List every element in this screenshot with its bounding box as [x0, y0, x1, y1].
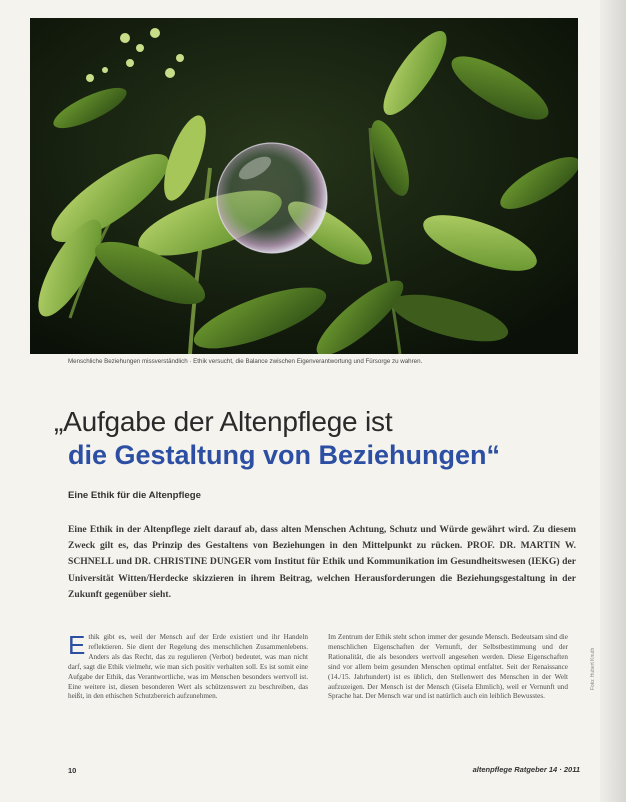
article-title-line-1: „Aufgabe der Altenpflege ist	[54, 406, 393, 437]
drop-cap: E	[68, 633, 86, 660]
article-subtitle: Eine Ethik für die Altenpflege	[68, 490, 201, 501]
article-lead: Eine Ethik in der Altenpflege zielt darauf ab, dass alten Menschen Achtung, Schutz und Würde gewährt wird. Zu diesem Zweck gilt es, das Prinzip des Gestaltens von Beziehungen in den Mittelpunkt zu rücken. PROF. DR. MARTIN W. SCHNELL und DR. CHRISTINE DUNGER vom Institut für Ethik und Kommunikation im Gesundheitswesen (IEKG) der Universität Witten/Herdecke skizzieren in ihrem Beitrag, welchen Herausforderungen die Beziehungsgestaltung in der Zukunft gegenüber sieht.	[68, 524, 576, 600]
page-number: 10	[68, 766, 77, 775]
page-edge-shadow	[600, 0, 626, 802]
body-text-left: thik gibt es, weil der Mensch auf der Erde existiert und ihr Handeln reflektieren. Sie dient der Regelung des menschlichen Zusammenlebens. Anders als das Recht, das zu regulieren (Verbot) bedeutet, was man nicht darf, sagt die Ethik vielmehr, wie man sich positiv verhalten soll. Es ist somit eine Aufgabe der Ethik, das Verantwortliche, was im Menschen besonders wertvoll ist. Eine weitere ist, diesen besonderen Wert als schützenswert zu beschreiben, das heißt, in den ethischen Schutzbereich aufzunehmen.	[68, 633, 308, 701]
photo-credit: Foto: Hubert Knuth	[590, 647, 596, 690]
journal-name: altenpflege Ratgeber 14 · 2011	[472, 765, 580, 774]
body-text-right: Im Zentrum der Ethik steht schon immer der gesunde Mensch. Bedeutsam sind die menschlichen Eigenschaften der Vernunft, der Selbstbestimmung und der Rationalität, die als besonders wertvoll angesehen werden. Diese Eigenschaften sind vor allem beim gesunden Menschen optimal entfaltet. Seit der Renaissance (14./15. Jahrhundert) ist es üblich, den Stellenwert des Menschen in der Welt aufzuzeigen. Der Mensch ist der Mensch (Gisela Ehmlich), weil er Vernunft und Sprache hat. Der Mensch war und ist natürlich auch ein leiblich Bewusstes.	[328, 633, 568, 701]
body-column-right	[328, 633, 568, 745]
soap-bubble-on-plant-image	[30, 18, 578, 354]
article-title-line-2: die Gestaltung von Beziehungen“	[68, 440, 501, 470]
photo-caption: Menschliche Beziehungen missverständlich · Ethik versucht, die Balance zwischen Eigenverantwortung und Fürsorge zu wahren.	[68, 358, 423, 365]
article-photo	[30, 18, 578, 354]
body-column-left	[68, 633, 308, 745]
